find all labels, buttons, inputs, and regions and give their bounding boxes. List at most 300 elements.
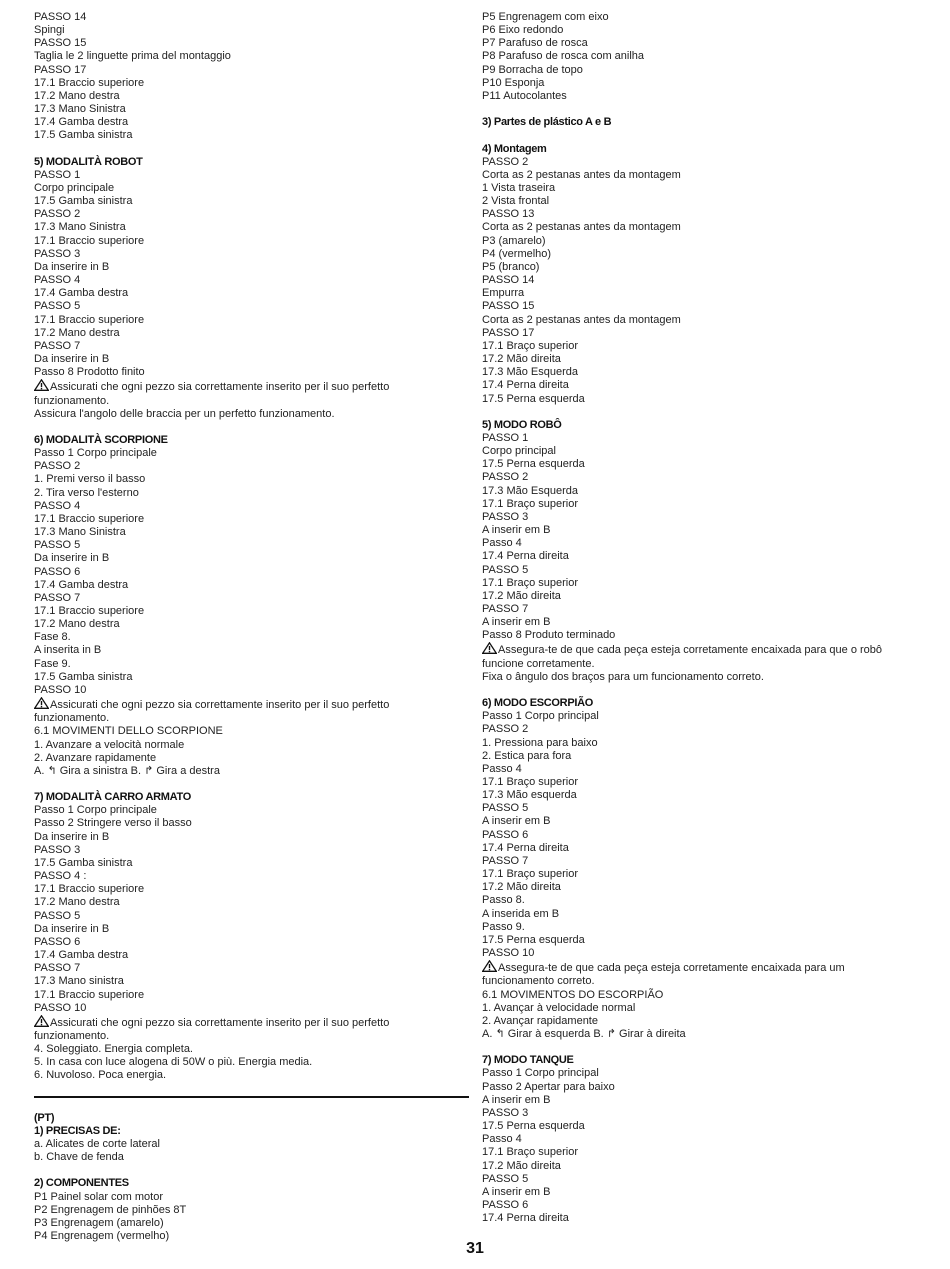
text-line [482, 432, 922, 445]
text-line [34, 1191, 474, 1204]
text-line [482, 208, 922, 221]
text-line [34, 857, 474, 870]
text-line [482, 537, 922, 550]
line-text: 17.2 Mano destra [34, 326, 120, 339]
paragraph-gap [34, 143, 474, 156]
line-text: 4. Soleggiato. Energia completa. [34, 1043, 193, 1056]
line-text: 2 Vista frontal [482, 195, 550, 208]
text-line [34, 883, 474, 896]
line-text: P8 Parafuso de rosca com anilha [482, 50, 645, 63]
text-line [34, 487, 474, 500]
line-text: PASSO 6 [482, 1198, 529, 1211]
text-line [34, 923, 474, 936]
text-line [34, 195, 474, 208]
line-text: PASSO 3 [34, 843, 81, 856]
text-line [34, 353, 474, 366]
line-text: PASSO 4 [34, 274, 81, 287]
line-text: Assicurati che ogni pezzo sia correttamente inserito per il suo perfetto [50, 381, 390, 394]
line-text: PASSO 6 [482, 828, 529, 841]
line-text: 17.1 Braço superior [482, 776, 578, 788]
text-line [482, 353, 922, 366]
line-text: PASSO 2 [482, 155, 529, 168]
line-text: Fase 9. [34, 657, 71, 670]
line-text: PASSO 15 [482, 300, 535, 313]
text-line [482, 366, 922, 379]
line-text: PASSO 2 [482, 471, 529, 484]
text-line [482, 763, 922, 776]
line-text: Corta as 2 pestanas antes da montagem [482, 221, 681, 234]
line-text: 17.3 Mão Esquerda [482, 366, 579, 379]
line-text: Assicura l'angolo delle braccia per un perfetto funzionamento. [34, 407, 335, 420]
line-text: 1 Vista traseira [482, 182, 556, 194]
text-line [482, 221, 922, 234]
text-line [482, 671, 922, 684]
right-column [482, 11, 922, 1225]
text-line [482, 1120, 922, 1133]
line-text: P9 Borracha de topo [482, 63, 583, 76]
line-text: A inserir em B [482, 524, 551, 537]
left-column [34, 11, 474, 1243]
text-line [482, 11, 922, 24]
line-text: Fase 8. [34, 631, 71, 644]
text-line [482, 776, 922, 789]
line-text: 17.3 Mão esquerda [482, 789, 577, 802]
text-line [34, 618, 474, 631]
text-line [34, 460, 474, 473]
line-text: 17.4 Gamba destra [34, 287, 129, 300]
text-line [34, 1151, 474, 1164]
line-text: Corpo principal [482, 445, 556, 458]
paragraph-gap [482, 129, 922, 142]
line-text: PASSO 5 [482, 802, 529, 815]
text-line [482, 1212, 922, 1225]
text-line [482, 710, 922, 723]
text-line [34, 500, 474, 513]
line-text: PASSO 17 [34, 63, 87, 76]
line-text: PASSO 13 [482, 208, 535, 221]
line-text: PASSO 15 [34, 37, 87, 50]
line-text: Passo 1 Corpo principale [34, 804, 157, 817]
line-text: A inserir em B [482, 1093, 551, 1106]
line-text: funzionamento. [34, 394, 110, 407]
line-text: 17.1 Braccio superiore [34, 76, 145, 89]
text-line [34, 844, 474, 857]
line-text: P5 (branco) [482, 260, 540, 273]
text-line [34, 327, 474, 340]
line-text: Passo 1 Corpo principal [482, 1067, 599, 1080]
text-line [34, 592, 474, 605]
line-text: Da inserire in B [34, 260, 110, 273]
line-text: 17.1 Braço superior [482, 1146, 578, 1159]
text-line [482, 50, 922, 63]
line-text: 17.2 Mano destra [34, 89, 120, 102]
line-text: 5) MODO ROBÔ [482, 418, 562, 431]
text-line [34, 287, 474, 300]
line-text: 17.3 Mano Sinistra [34, 526, 126, 539]
text-line [482, 789, 922, 802]
line-text: funcione corretamente. [482, 657, 595, 670]
portuguese-intro [34, 1112, 474, 1244]
line-text: Fixa o ângulo dos braços para um funcionamento correto. [482, 670, 764, 683]
line-text: P3 Engrenagem (amarelo) [34, 1216, 164, 1229]
line-text: 17.5 Gamba sinistra [34, 129, 133, 142]
text-line [34, 50, 474, 63]
line-text: A inserir em B [482, 815, 551, 828]
line-text: PASSO 7 [482, 602, 529, 615]
line-text: 6) MODALITÀ SCORPIONE [34, 433, 168, 446]
text-line [34, 1138, 474, 1151]
text-line [34, 804, 474, 817]
line-text: Spingi [34, 24, 65, 37]
line-text: 1. Avançar à velocidade normal [482, 1001, 636, 1014]
line-text: PASSO 3 [482, 510, 529, 523]
text-line [482, 1160, 922, 1173]
line-text: 6. Nuvoloso. Poca energia. [34, 1069, 167, 1082]
line-text: P4 Engrenagem (vermelho) [34, 1230, 170, 1242]
line-text: 17.3 Mano Sinistra [34, 103, 126, 116]
line-text: 5) MODALITÀ ROBOT [34, 155, 143, 168]
section-divider [34, 1096, 469, 1098]
text-line [482, 511, 922, 524]
text-line [482, 975, 922, 988]
text-line [34, 24, 474, 37]
text-line [482, 750, 922, 763]
line-text: Assegura-te de que cada peça esteja corretamente encaixada para um [498, 962, 845, 975]
text-line [482, 248, 922, 261]
text-line [482, 314, 922, 327]
line-text: funzionamento. [34, 712, 110, 725]
line-text: 17.1 Braço superior [482, 339, 578, 352]
text-line [34, 1030, 474, 1043]
line-text: PASSO 7 [482, 854, 529, 867]
line-text: 17.1 Braço superior [482, 868, 578, 881]
text-line [34, 37, 474, 50]
line-text: PASSO 5 [482, 1172, 529, 1185]
line-text: PASSO 7 [34, 962, 81, 975]
text-line [34, 910, 474, 923]
text-line [34, 936, 474, 949]
text-line [482, 802, 922, 815]
line-text: PASSO 1 [482, 431, 529, 444]
line-text: PASSO 2 [482, 723, 529, 736]
text-line [34, 314, 474, 327]
line-text: P1 Painel solar com motor [34, 1190, 163, 1203]
line-text: 17.2 Mano destra [34, 618, 120, 631]
text-line [34, 817, 474, 830]
text-line [482, 24, 922, 37]
portuguese-instructions [482, 11, 922, 1225]
paragraph-gap [482, 684, 922, 697]
line-text: Corta as 2 pestanas antes da montagem [482, 313, 681, 326]
line-text: 17.1 Braccio superiore [34, 512, 145, 525]
line-text: 17.5 Perna esquerda [482, 1120, 585, 1133]
text-line [482, 1002, 922, 1015]
text-line [34, 248, 474, 261]
paragraph-gap [482, 103, 922, 116]
text-line [34, 631, 474, 644]
text-line [482, 1107, 922, 1120]
line-text: PASSO 5 [34, 539, 81, 552]
text-line [34, 870, 474, 883]
text-line [482, 815, 922, 828]
line-text: PASSO 17 [482, 326, 535, 339]
text-line [34, 116, 474, 129]
line-text: a. Alicates de corte lateral [34, 1137, 160, 1150]
line-text: Passo 4 [482, 537, 522, 550]
line-text: b. Chave de fenda [34, 1151, 124, 1164]
warning-line [34, 697, 474, 712]
line-text: A. ↰ Gira a sinistra B. ↱ Gira a destra [34, 764, 220, 777]
italian-instructions [34, 11, 474, 1083]
paragraph-gap [34, 1164, 474, 1177]
text-line [34, 725, 474, 738]
line-text: funcionamento correto. [482, 975, 595, 988]
text-line [34, 235, 474, 248]
text-line [482, 274, 922, 287]
text-line [34, 1069, 474, 1082]
text-line [482, 379, 922, 392]
text-line [482, 723, 922, 736]
section-heading [34, 791, 474, 804]
line-text: 6.1 MOVIMENTOS DO ESCORPIÃO [482, 988, 664, 1001]
line-text: 1. Premi verso il basso [34, 473, 146, 486]
paragraph-gap [482, 1041, 922, 1054]
line-text: 17.2 Mano destra [34, 896, 120, 909]
line-text: 1) PRECISAS DE: [34, 1124, 121, 1137]
warning-triangle-icon [34, 697, 50, 709]
text-line [482, 590, 922, 603]
line-text: 17.1 Braccio superiore [34, 313, 145, 326]
text-line [34, 712, 474, 725]
line-text: P5 Engrenagem com eixo [482, 11, 609, 23]
text-line [482, 989, 922, 1002]
line-text: 17.3 Mano sinistra [34, 975, 124, 988]
line-text: Passo 8 Prodotto finito [34, 366, 145, 379]
line-text: PASSO 14 [34, 11, 87, 23]
text-line [482, 471, 922, 484]
text-line [34, 739, 474, 752]
line-text: 17.4 Gamba destra [34, 116, 129, 129]
line-text: PASSO 5 [34, 909, 81, 922]
text-line [34, 989, 474, 1002]
text-line [482, 616, 922, 629]
line-text: 7) MODALITÀ CARRO ARMATO [34, 791, 191, 804]
text-line [34, 1217, 474, 1230]
text-line [34, 765, 474, 778]
warning-triangle-icon [34, 379, 50, 391]
text-line [482, 340, 922, 353]
line-text: 4) Montagem [482, 142, 547, 155]
text-line [34, 831, 474, 844]
line-text: 17.1 Braccio superiore [34, 883, 145, 896]
text-line [34, 1043, 474, 1056]
text-line [34, 395, 474, 408]
line-text: Passo 2 Apertar para baixo [482, 1080, 615, 1093]
line-text: Assicurati che ogni pezzo sia correttamente inserito per il suo perfetto [50, 699, 390, 712]
text-line [34, 366, 474, 379]
text-line [34, 447, 474, 460]
text-line [482, 156, 922, 169]
text-line [482, 629, 922, 642]
text-line [482, 235, 922, 248]
text-line [34, 539, 474, 552]
section-heading [34, 156, 474, 169]
line-text: P7 Parafuso de rosca [482, 37, 588, 50]
text-line [34, 566, 474, 579]
section-heading [482, 1054, 922, 1067]
line-text: PASSO 3 [482, 1106, 529, 1119]
text-line [482, 921, 922, 934]
text-line [34, 896, 474, 909]
text-line [482, 498, 922, 511]
section-heading [482, 116, 922, 129]
warning-line [34, 1015, 474, 1030]
warning-line [482, 642, 922, 657]
paragraph-gap [34, 421, 474, 434]
text-line [482, 934, 922, 947]
section-heading [482, 697, 922, 710]
text-line [34, 77, 474, 90]
line-text: Passo 4 [482, 762, 522, 775]
line-text: 17.5 Perna esquerda [482, 933, 585, 946]
text-line [34, 605, 474, 618]
text-line [482, 947, 922, 960]
text-line [34, 644, 474, 657]
line-text: 3) Partes de plástico A e B [482, 116, 612, 129]
text-line [482, 90, 922, 103]
line-text: 17.4 Gamba destra [34, 949, 129, 962]
paragraph-gap [482, 406, 922, 419]
text-line [482, 300, 922, 313]
text-line [34, 129, 474, 142]
line-text: P11 Autocolantes [482, 89, 567, 102]
warning-triangle-icon [482, 642, 498, 654]
line-text: A inserita in B [34, 644, 102, 657]
text-line [34, 579, 474, 592]
line-text: PASSO 4 [34, 499, 81, 512]
line-text: 17.1 Braço superior [482, 497, 578, 510]
line-text: 17.5 Gamba sinistra [34, 856, 133, 869]
line-text: 17.5 Gamba sinistra [34, 670, 133, 683]
line-text: PASSO 6 [34, 565, 81, 578]
line-text: 2. Avançar rapidamente [482, 1014, 598, 1027]
line-text: PASSO 10 [34, 1001, 87, 1014]
line-text: A. ↰ Girar à esquerda B. ↱ Girar à direita [482, 1027, 686, 1040]
warning-line [482, 960, 922, 975]
text-line [34, 526, 474, 539]
line-text: 17.4 Perna direita [482, 379, 569, 392]
text-line [482, 1199, 922, 1212]
line-text: (PT) [34, 1111, 55, 1124]
page-number: 31 [466, 1240, 484, 1257]
text-line [34, 261, 474, 274]
line-text: 17.5 Perna esquerda [482, 458, 585, 471]
line-text: 2. Tira verso l'esterno [34, 486, 139, 499]
line-text: 17.3 Mão Esquerda [482, 484, 579, 497]
line-text: 1. Pressiona para baixo [482, 736, 598, 749]
line-text: Passo 9. [482, 920, 525, 933]
line-text: Corpo principale [34, 182, 115, 195]
text-line [482, 550, 922, 563]
text-line [482, 842, 922, 855]
line-text: 6) MODO ESCORPIÃO [482, 697, 594, 710]
warning-triangle-icon [482, 960, 498, 972]
line-text: 2) COMPONENTES [34, 1177, 129, 1190]
line-text: 17.1 Braço superior [482, 576, 578, 589]
line-text: P2 Engrenagem de pinhões 8T [34, 1203, 187, 1216]
text-line [34, 340, 474, 353]
text-line [34, 513, 474, 526]
text-line [34, 274, 474, 287]
text-line [482, 1133, 922, 1146]
line-text: PASSO 10 [482, 947, 535, 960]
text-line [482, 894, 922, 907]
line-text: Passo 4 [482, 1133, 522, 1146]
text-line [482, 261, 922, 274]
line-text: 17.2 Mão direita [482, 589, 561, 602]
text-line [482, 77, 922, 90]
line-text: Da inserire in B [34, 830, 110, 843]
line-text: 17.4 Perna direita [482, 550, 569, 563]
text-line [482, 1081, 922, 1094]
section-heading [34, 1125, 474, 1138]
text-line [482, 485, 922, 498]
line-text: PASSO 2 [34, 208, 81, 221]
section-heading [482, 419, 922, 432]
text-line [34, 300, 474, 313]
line-text: 17.1 Braccio superiore [34, 234, 145, 247]
line-text: 17.5 Perna esquerda [482, 392, 585, 405]
text-line [34, 1056, 474, 1069]
text-line [34, 975, 474, 988]
text-line [482, 195, 922, 208]
text-line [34, 658, 474, 671]
text-line [482, 458, 922, 471]
text-line [34, 949, 474, 962]
line-text: PASSO 14 [482, 274, 535, 287]
text-line [482, 1067, 922, 1080]
text-line [482, 829, 922, 842]
section-heading [34, 434, 474, 447]
text-line [34, 752, 474, 765]
line-text: P10 Esponja [482, 76, 545, 89]
line-text: Passo 8 Produto terminado [482, 629, 616, 642]
text-line [482, 169, 922, 182]
line-text: PASSO 10 [34, 683, 87, 696]
text-line [34, 1002, 474, 1015]
line-text: A inserida em B [482, 907, 560, 920]
text-line [34, 182, 474, 195]
text-line [34, 1204, 474, 1217]
text-line [482, 908, 922, 921]
text-line [34, 473, 474, 486]
line-text: 2. Avanzare rapidamente [34, 751, 157, 764]
text-line [34, 671, 474, 684]
text-line [482, 881, 922, 894]
text-line [482, 1186, 922, 1199]
line-text: 2. Estica para fora [482, 749, 572, 762]
line-text: 17.3 Mano Sinistra [34, 221, 126, 234]
text-line [482, 1015, 922, 1028]
line-text: 6.1 MOVIMENTI DELLO SCORPIONE [34, 725, 223, 738]
line-text: Assicurati che ogni pezzo sia correttamente inserito per il suo perfetto [50, 1016, 390, 1029]
line-text: 1. Avanzare a velocità normale [34, 738, 185, 751]
line-text: Passo 2 Stringere verso il basso [34, 817, 192, 830]
line-text: 17.4 Perna direita [482, 841, 569, 854]
line-text: Passo 8. [482, 894, 525, 907]
line-text: Da inserire in B [34, 922, 110, 935]
text-line [482, 327, 922, 340]
